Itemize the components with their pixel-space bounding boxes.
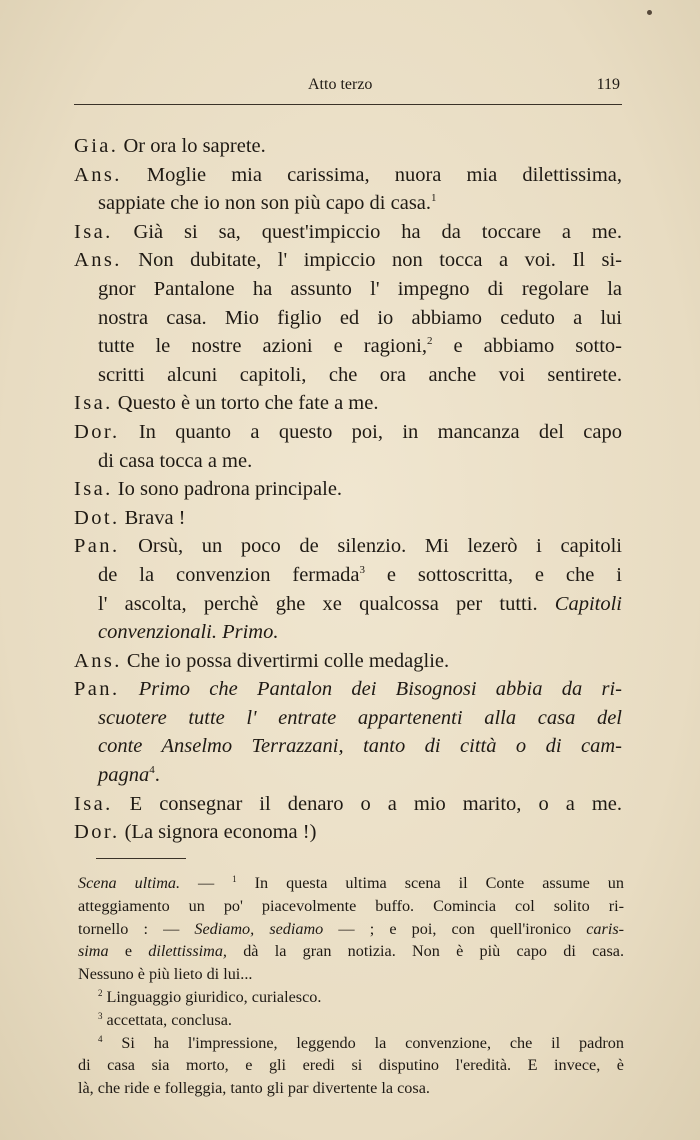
footnote-text: e — [108, 942, 149, 961]
footnote-italic: sima — [78, 942, 109, 961]
dialogue-line — [74, 790, 622, 819]
footnotes — [78, 872, 624, 1100]
running-header — [74, 76, 620, 100]
speaker-name: Pan. — [74, 535, 120, 558]
footnote-number: 4 — [98, 1033, 103, 1044]
italic-text: pagna — [98, 764, 150, 787]
running-title: Atto terzo — [308, 76, 373, 93]
footnote-text: Linguaggio giuridico, curialesco. — [102, 987, 322, 1006]
footnote-italic: dilettissima, — [148, 942, 227, 961]
italic-text: convenzionali. Primo. — [98, 621, 279, 644]
dialogue-line — [74, 161, 622, 190]
line-text: Io sono padrona principale. — [117, 478, 343, 501]
dialogue-line — [74, 504, 622, 533]
line-text: Che io possa divertirmi colle medaglie. — [126, 649, 450, 672]
footnote-ref: 3 — [359, 563, 366, 576]
line-text: di casa tocca a me. — [98, 449, 253, 472]
footnote-text: Si ha l'impressione, leggendo la convenzione, che il padron — [102, 1033, 624, 1052]
footnote-number: 1 — [232, 874, 237, 884]
footnote-text: In questa ultima scena il Conte assume un — [236, 874, 624, 892]
footnote-line — [78, 872, 624, 895]
footnote-ref: 2 — [426, 335, 433, 348]
line-text: (La signora economa !) — [124, 821, 317, 844]
dialogue-line — [74, 218, 622, 247]
dialogue-line — [74, 275, 622, 304]
dialogue-line — [74, 704, 622, 733]
speaker-name: Ans. — [74, 649, 122, 672]
dialogue-line — [74, 675, 622, 704]
footnote-line — [78, 986, 624, 1009]
footnote-text: di casa sia morto, e gli eredi si disputino l'eredità. E invece, è — [78, 1056, 624, 1075]
speaker-name: Ans. — [74, 163, 122, 186]
footnote-number: 2 — [98, 987, 103, 998]
page-number: 119 — [596, 76, 620, 93]
footnote-rule — [96, 858, 186, 859]
speaker-name: Isa. — [74, 478, 113, 501]
footnote-italic: sediamo — [269, 919, 324, 938]
dialogue-line — [74, 532, 622, 561]
footnote-number: 3 — [98, 1010, 103, 1021]
footnote-line — [78, 1077, 624, 1100]
line-text: l' ascolta, perchè ghe xe qualcossa per tutti. — [98, 592, 538, 615]
speaker-name: Isa. — [74, 220, 113, 243]
line-text: Questo è un torto che fate a me. — [117, 392, 379, 415]
speaker-name: Isa. — [74, 392, 113, 415]
footnote-line — [78, 918, 624, 941]
footnote-text — [254, 920, 269, 938]
footnote-text: là, che ride e folleggia, tanto gli par divertente la cosa. — [78, 1079, 430, 1098]
footnote-text: tornello : — — [78, 919, 195, 938]
line-text: Non dubitate, l' impiccio non tocca a voi. Il si- — [138, 249, 622, 272]
dialogue-line — [74, 304, 622, 333]
ink-speck — [647, 10, 652, 15]
footnote-text: atteggiamento un po' piacevolmente buffo. Comincia col solito ri- — [78, 896, 624, 915]
dialogue-line — [74, 590, 622, 619]
line-text: de la convenzion fermada — [98, 563, 360, 586]
italic-text: Primo che Pantalon dei Bisognosi abbia da ri- — [138, 678, 622, 701]
line-text: sappiate che io non son più capo di casa. — [98, 192, 432, 215]
line-text: tutte le nostre azioni e ragioni, — [98, 335, 427, 358]
dialogue-line — [74, 447, 622, 476]
dialogue-line — [74, 132, 622, 161]
dialogue-line — [74, 389, 622, 418]
footnote-italic: Scena ultima. — [78, 874, 181, 892]
speaker-name: Dot. — [74, 506, 120, 529]
footnote-line — [78, 1009, 624, 1032]
footnote-line — [78, 940, 624, 963]
footnote-line — [78, 963, 624, 986]
footnote-italic: Sediamo, — [194, 919, 255, 938]
speaker-name: Isa. — [74, 792, 113, 815]
line-text: Brava ! — [124, 506, 186, 529]
line-text: Orsù, un poco de silenzio. Mi lezerò i capitoli — [138, 535, 622, 558]
line-text: gnor Pantalone ha assunto l' impegno di regolare la — [98, 277, 622, 300]
dialogue-line — [74, 561, 622, 590]
dialogue-line — [74, 818, 622, 847]
footnote-ref: 1 — [431, 192, 437, 205]
italic-text: conte Anselmo Terrazzani, tanto di città o di cam- — [98, 735, 622, 758]
line-text: Già si sa, quest'impiccio ha da toccare a me. — [133, 220, 623, 243]
dialogue-line — [74, 361, 622, 390]
footnote-text: — — [180, 874, 233, 892]
footnote-line — [78, 895, 624, 918]
italic-text: Capitoli — [537, 592, 622, 615]
speaker-name: Pan. — [74, 678, 120, 701]
footnote-italic: caris- — [586, 919, 625, 938]
italic-text: scuotere tutte l' entrate appartenenti alla casa del — [98, 706, 622, 729]
dialogue-line — [74, 732, 622, 761]
dialogue-line — [74, 246, 622, 275]
footnote-line — [78, 1054, 624, 1077]
line-text: In quanto a questo poi, in mancanza del capo — [138, 420, 622, 443]
speaker-name: Gia. — [74, 135, 119, 157]
line-text: nostra casa. Mio figlio ed io abbiamo ceduto a lui — [98, 306, 622, 329]
footnote-line — [78, 1032, 624, 1055]
speaker-name: Dor. — [74, 821, 120, 844]
header-rule — [74, 104, 622, 105]
line-text: e abbiamo sotto- — [432, 335, 622, 358]
dialogue-line — [74, 761, 622, 790]
footnote-text: accettata, conclusa. — [102, 1010, 232, 1029]
dialogue-line — [74, 647, 622, 676]
dialogue-line — [74, 618, 622, 647]
speaker-name: Ans. — [74, 249, 122, 272]
line-text: scritti alcuni capitoli, che ora anche voi sentirete. — [98, 363, 622, 386]
dialogue-line — [74, 418, 622, 447]
footnote-text: Nessuno è più lieto di lui... — [78, 965, 253, 984]
footnote-ref: 4 — [149, 764, 155, 777]
dialogue-line — [74, 332, 622, 361]
dialogue-text — [74, 132, 622, 847]
line-text: E consegnar il denaro o a mio marito, o a me. — [129, 792, 622, 815]
footnote-text: dà la gran notizia. Non è più capo di casa. — [226, 942, 624, 961]
line-text: Moglie mia carissima, nuora mia dilettissima, — [146, 163, 623, 186]
line-text: Or ora lo saprete. — [123, 135, 266, 157]
line-text: . — [154, 764, 160, 787]
dialogue-line — [74, 475, 622, 504]
speaker-name: Dor. — [74, 420, 120, 443]
footnote-text: — ; e poi, con quell'ironico — [323, 919, 587, 938]
line-text: e sottoscritta, e che i — [365, 563, 622, 586]
dialogue-line — [74, 189, 622, 218]
